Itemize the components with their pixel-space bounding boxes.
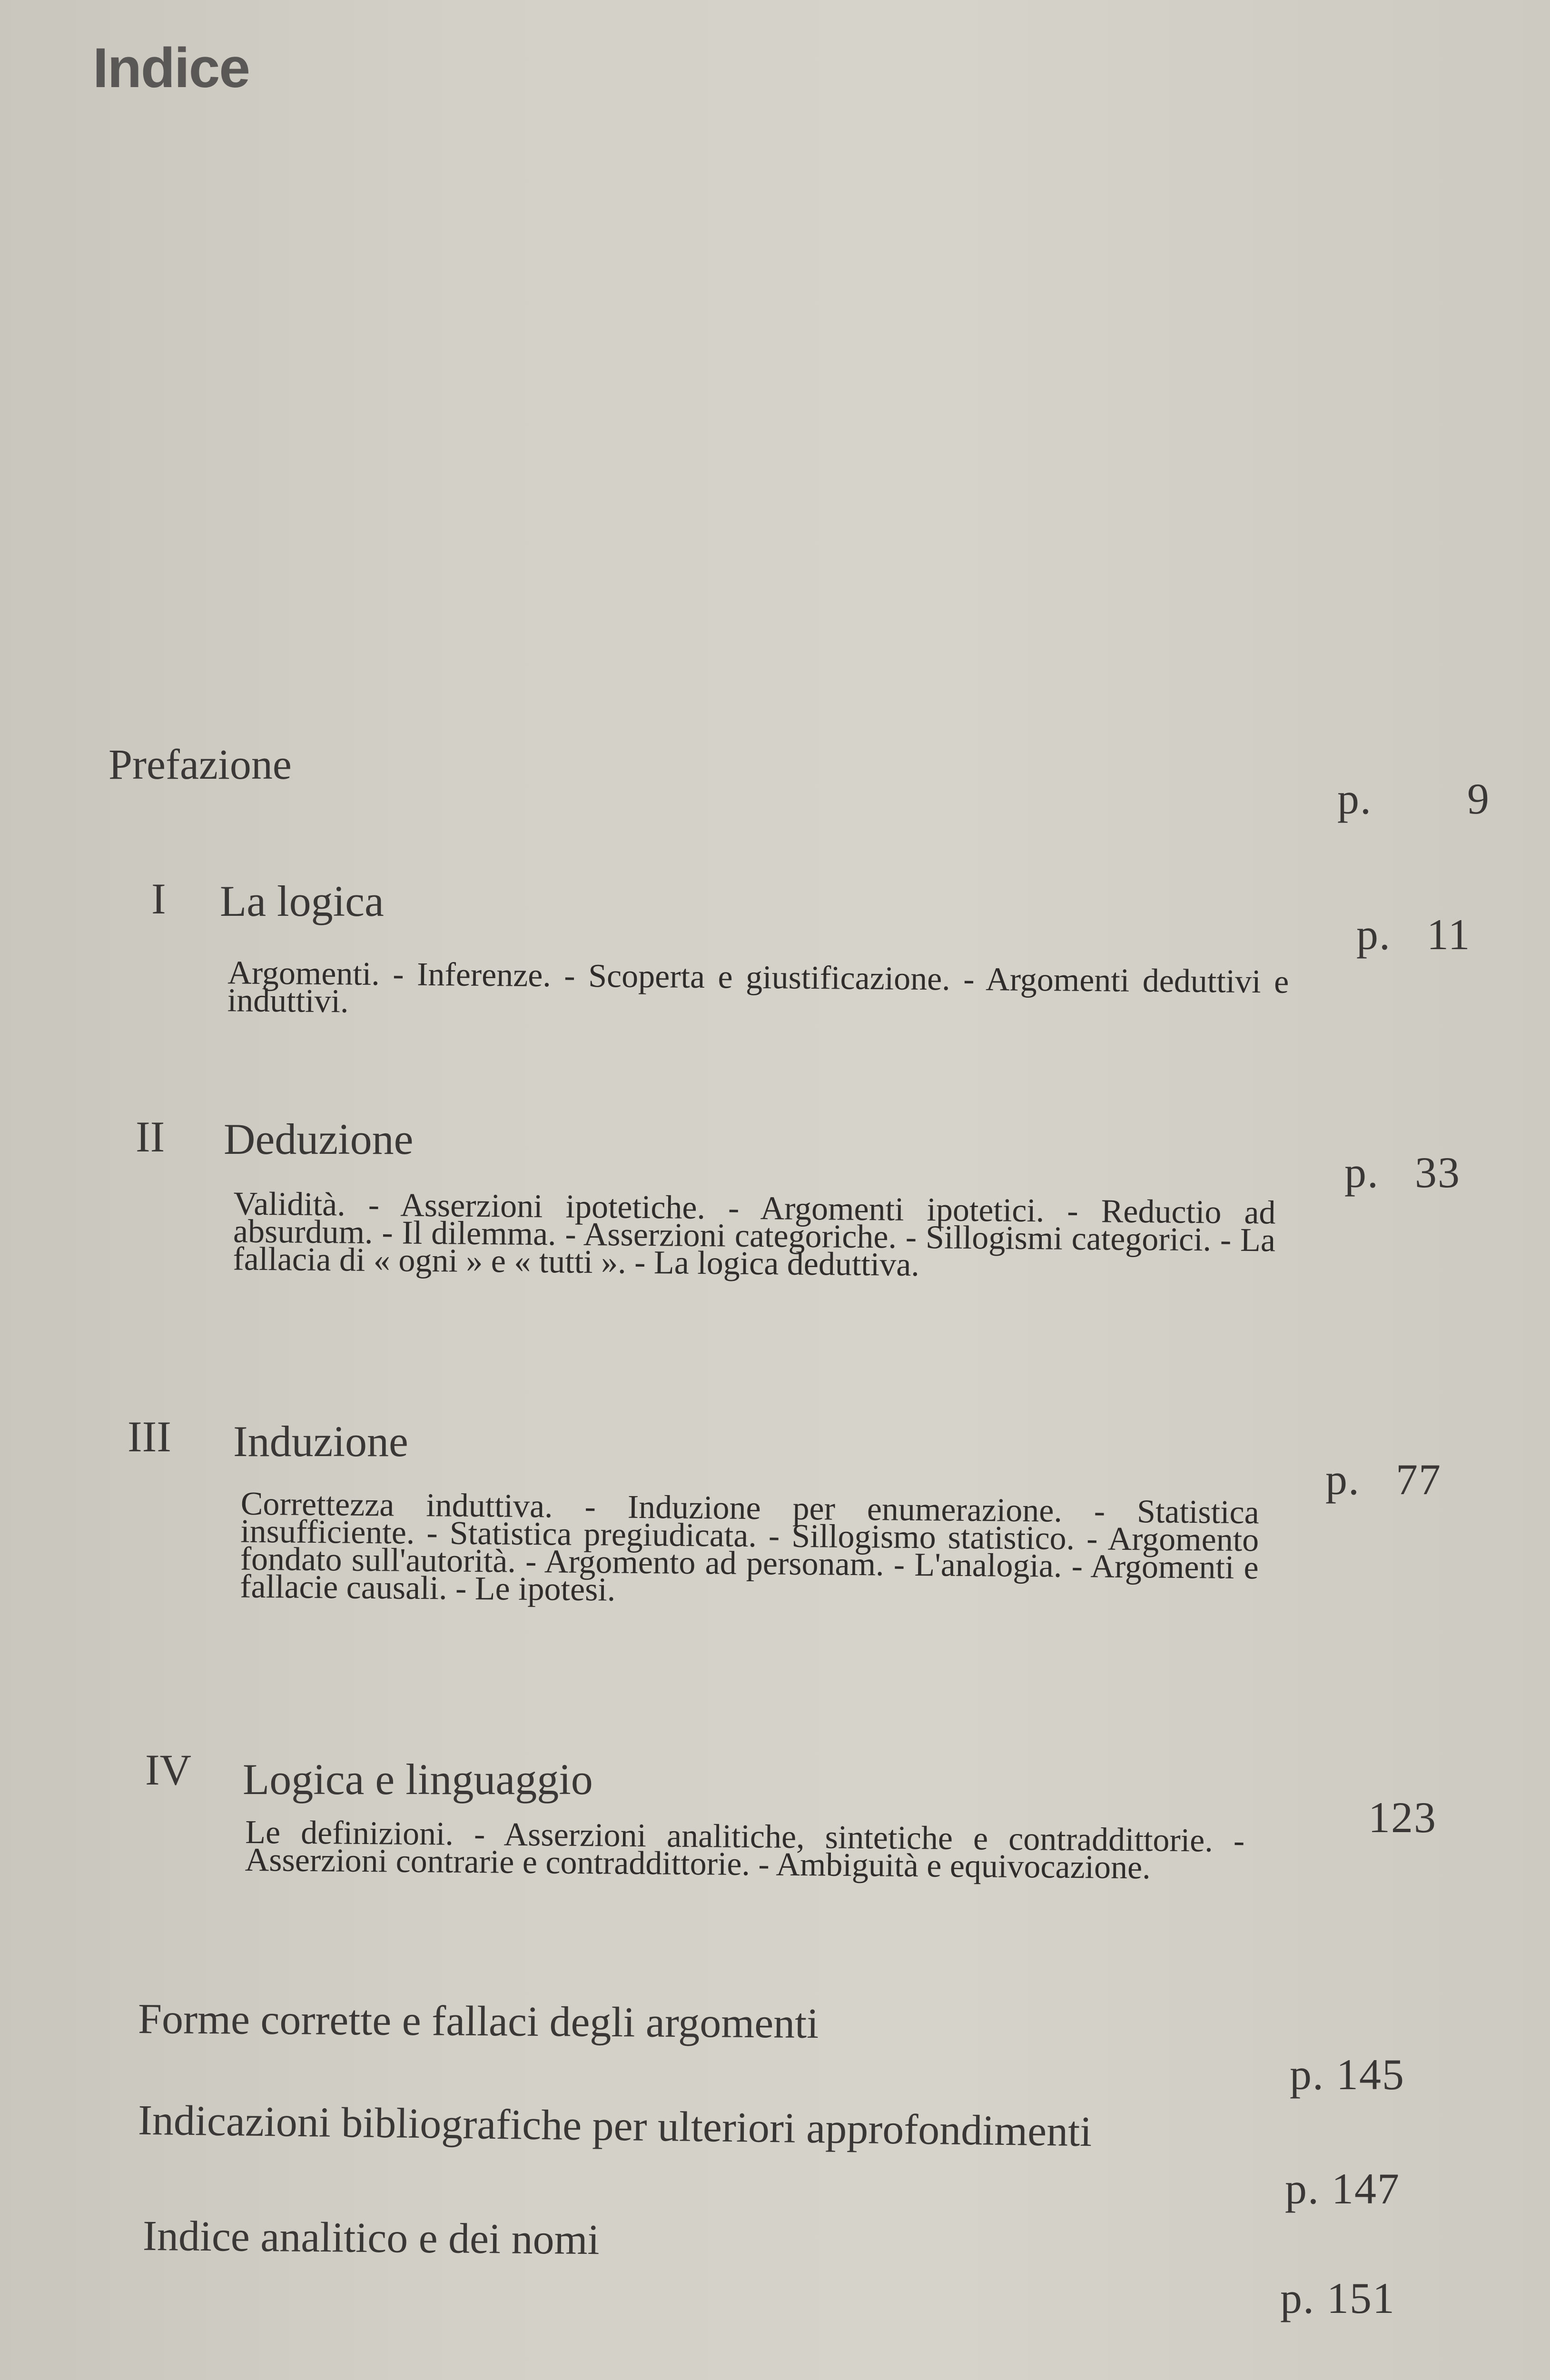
chapter-title: Deduzione [224, 1115, 414, 1163]
page-title: Indice [93, 37, 249, 99]
chapter-page: 123 [1368, 1793, 1437, 1842]
chapter-number: III [128, 1412, 171, 1461]
toc-entry-page: p. 151 [1280, 2274, 1395, 2322]
chapter-page: p. 33 [1344, 1148, 1461, 1197]
toc-entry-page: p. 145 [1290, 2050, 1405, 2099]
toc-entry-title: Indicazioni bibliografiche per ulteriori approfondimenti [138, 2096, 1092, 2156]
toc-entry-page: p. 147 [1285, 2164, 1400, 2213]
toc-entry-title: Forme corrette e fallaci degli argomenti [138, 1995, 819, 2047]
toc-entry-title: Indice analitico e dei nomi [142, 2212, 600, 2264]
chapter-title: La logica [220, 877, 384, 925]
toc-entry-preface-title: Prefazione [109, 741, 292, 788]
chapter-summary: Argomenti. - Inferenze. - Scoperta e giustificazione. - Argomenti deduttivi e induttivi. [227, 954, 1289, 1020]
chapter-summary: Validità. - Asserzioni ipotetiche. - Argomenti ipotetici. - Reductio ad absurdum. - Il dilemma. - Asserzioni categoriche. - Sillogismi categorici. - La fallacia di « ogni » e « tutti ». - La logica deduttiva. [233, 1185, 1276, 1284]
chapter-title: Induzione [233, 1417, 408, 1466]
chapter-summary: Le definizioni. - Asserzioni analitiche, sintetiche e contraddittorie. - Asserzioni contrarie e contraddittorie. - Ambiguità e equivocazione. [245, 1814, 1245, 1886]
chapter-number: I [151, 874, 166, 923]
chapter-summary: Correttezza induttiva. - Induzione per enumerazione. - Statistica insufficiente. - Statistica pregiudicata. - Sillogismo statistico. - Argomento fondato sull'autorità. - Argomento ad personam. - L'analogia. - Argomenti e fallacie causali. - Le ipotesi. [239, 1485, 1260, 1608]
chapter-title: Logica e linguaggio [243, 1755, 593, 1804]
chapter-number: IV [145, 1745, 192, 1794]
toc-entry-preface-page: p. 9 [1337, 774, 1490, 823]
chapter-page: p. 77 [1325, 1455, 1441, 1504]
chapter-number: II [136, 1112, 165, 1161]
chapter-page: p. 11 [1356, 910, 1471, 959]
